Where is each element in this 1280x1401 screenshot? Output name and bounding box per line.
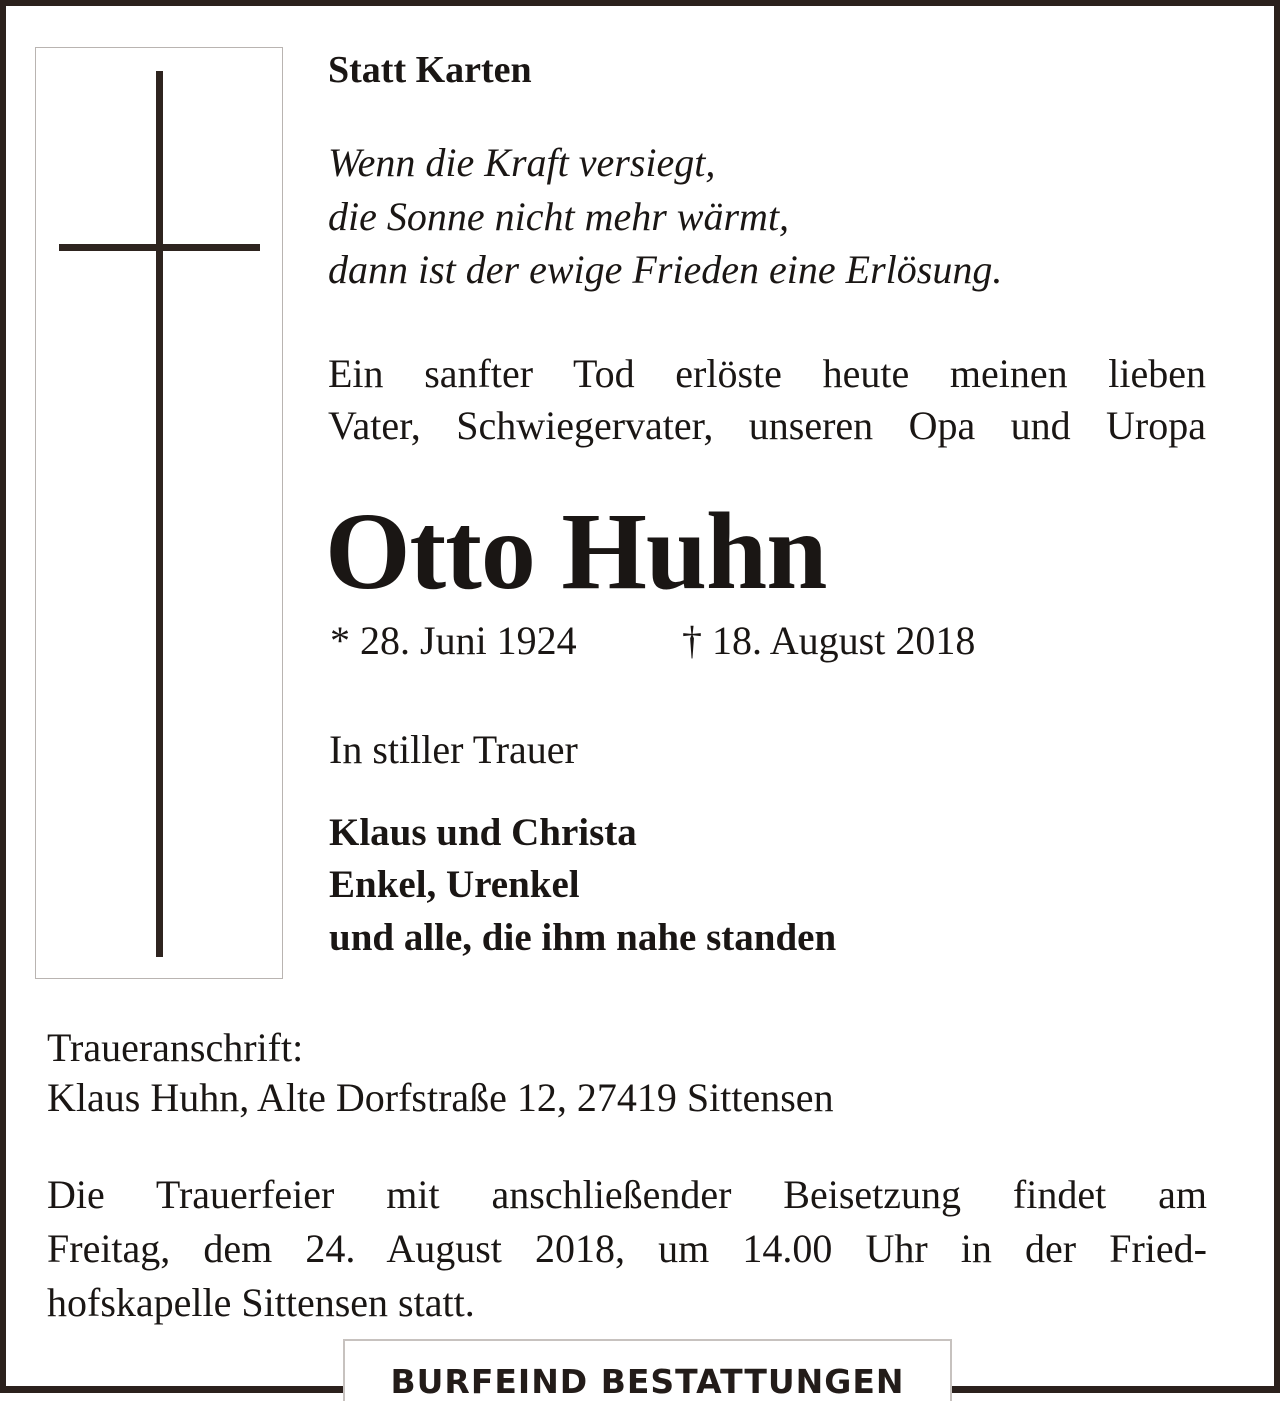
- service-line-3: hofskapelle Sittensen statt.: [47, 1280, 475, 1325]
- border-bottom-right: [952, 1386, 1280, 1393]
- mourner-line: und alle, die ihm nahe standen: [329, 916, 837, 959]
- border-right: [1274, 0, 1280, 1393]
- death-date: † 18. August 2018: [682, 618, 976, 663]
- border-left: [0, 0, 6, 1393]
- border-top: [0, 0, 1280, 6]
- service-line-1: Die Trauerfeier mit anschließender Beisetzung findet am: [47, 1172, 1207, 1217]
- birth-date: * 28. Juni 1924: [330, 618, 577, 663]
- funeral-home-tab: [343, 1339, 952, 1401]
- statt-karten-heading: Statt Karten: [328, 49, 532, 91]
- service-text: [47, 1168, 1207, 1330]
- mourner-line: Enkel, Urenkel: [329, 863, 580, 906]
- cross-panel: [35, 47, 283, 979]
- poem-line-2: die Sonne nicht mehr wärmt,: [328, 194, 790, 239]
- cross-icon: [36, 48, 284, 980]
- intro-line-2: Vater, Schwiegervater, unseren Opa und Uropa: [328, 403, 1206, 448]
- service-line-2: Freitag, dem 24. August 2018, um 14.00 Uhr in der Fried-: [47, 1226, 1207, 1271]
- address-value: Klaus Huhn, Alte Dorfstraße 12, 27419 Sittensen: [47, 1075, 834, 1120]
- deceased-name: Otto Huhn: [325, 490, 827, 612]
- poem-line-1: Wenn die Kraft versiegt,: [328, 140, 716, 185]
- mourner-line: Klaus und Christa: [329, 811, 637, 854]
- intro-line-1: Ein sanfter Tod erlöste heute meinen lieben: [328, 351, 1206, 396]
- funeral-home-name: BURFEIND BESTATTUNGEN: [390, 1362, 905, 1401]
- poem-line-3: dann ist der ewige Frieden eine Erlösung.: [328, 247, 1003, 292]
- intro-text: [328, 348, 1206, 452]
- mourning-phrase: In stiller Trauer: [329, 727, 578, 772]
- address-label: Traueranschrift:: [47, 1025, 304, 1070]
- border-bottom-left: [0, 1386, 344, 1393]
